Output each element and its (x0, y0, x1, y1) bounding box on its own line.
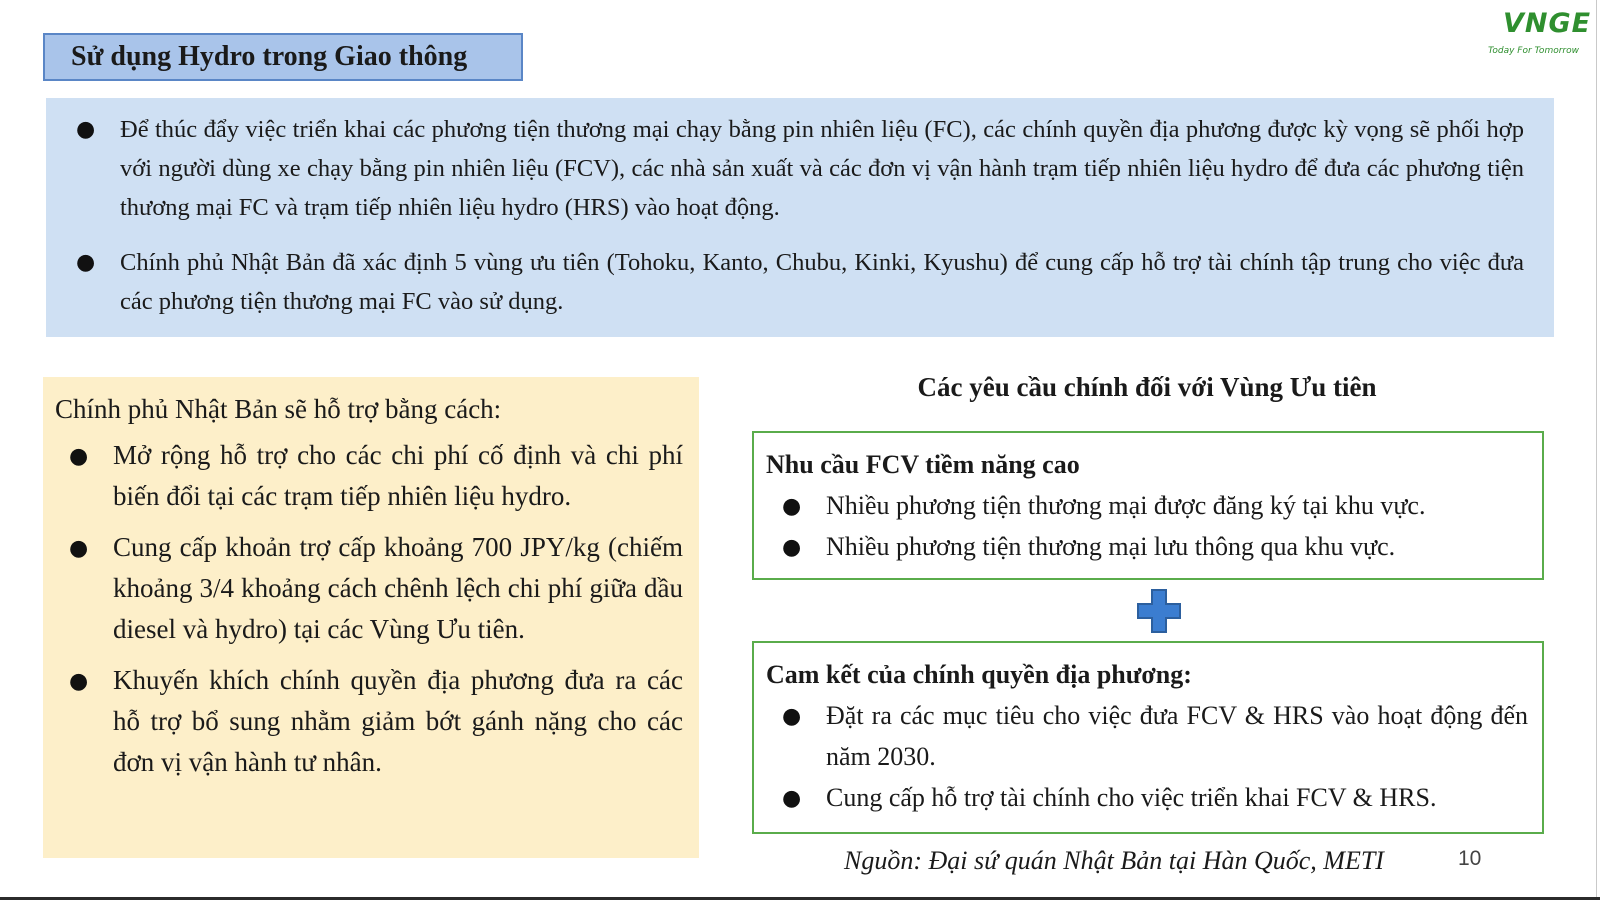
support-intro: Chính phủ Nhật Bản sẽ hỗ trợ bằng cách: (55, 394, 502, 424)
list-item (766, 485, 1530, 526)
logo-wordmark: VNGE (1503, 8, 1592, 39)
local-commitment-bullet-text: Đặt ra các mục tiêu cho việc đưa FCV & HRS vào hoạt động đến năm 2030. (826, 701, 1528, 771)
list-item (46, 110, 1524, 227)
support-list (55, 435, 685, 783)
fcv-demand-bullet-text: Nhiều phương tiện thương mại lưu thông qua khu vực. (826, 532, 1396, 561)
list-item (766, 777, 1530, 818)
source-citation: Nguồn: Đại sứ quán Nhật Bản tại Hàn Quốc, METI (844, 846, 1384, 875)
right-edge-rule (1596, 0, 1597, 900)
intro-panel (46, 98, 1554, 337)
intro-bullet-text: Để thúc đẩy việc triển khai các phương tiện thương mại chạy bằng pin nhiên liệu (FC), các chính quyền địa phương được kỳ vọng sẽ phối hợp với người dùng xe chạy bằng pin nhiên liệu (FCV), các nhà sản xuất và các đơn vị vận hành trạm tiếp nhiên liệu hydro để đưa các phương tiện thương mại FC và trạm tiếp nhiên liệu hydro (HRS) vào hoạt động. (120, 116, 1524, 221)
local-commitment-list (766, 695, 1530, 818)
page-number: 10 (1458, 847, 1482, 870)
list-item (55, 435, 685, 517)
support-bullet-text: Mở rộng hỗ trợ cho các chi phí cố định và chi phí biến đổi tại các trạm tiếp nhiên liệu hydro. (113, 440, 683, 511)
support-panel (43, 377, 699, 858)
bullet-icon: ● (782, 704, 802, 729)
bullet-icon: ● (782, 494, 802, 519)
intro-list (46, 98, 1554, 321)
list-item (46, 243, 1524, 321)
local-commitment-title: Cam kết của chính quyền địa phương: (766, 660, 1192, 689)
local-commitment-bullet-text: Cung cấp hỗ trợ tài chính cho việc triển khai FCV & HRS. (826, 783, 1437, 812)
logo-tagline: Today For Tomorrow (1488, 46, 1579, 56)
fcv-demand-box (752, 431, 1544, 580)
list-item (766, 526, 1530, 567)
bullet-icon: ● (69, 444, 89, 469)
fcv-demand-title: Nhu cầu FCV tiềm năng cao (766, 450, 1080, 479)
requirements-heading: Các yêu cầu chính đối với Vùng Ưu tiên (917, 372, 1377, 402)
fcv-demand-bullet-text: Nhiều phương tiện thương mại được đăng ký tại khu vực. (826, 491, 1426, 520)
slide-title-text: Sử dụng Hydro trong Giao thông (71, 41, 468, 72)
local-commitment-box (752, 641, 1544, 834)
bullet-icon: ● (69, 536, 89, 561)
list-item (55, 527, 685, 650)
bullet-icon: ● (782, 535, 802, 560)
bullet-icon: ● (76, 250, 96, 275)
bullet-icon: ● (76, 117, 96, 142)
intro-bullet-text: Chính phủ Nhật Bản đã xác định 5 vùng ưu tiên (Tohoku, Kanto, Chubu, Kinki, Kyushu) để cung cấp hỗ trợ tài chính tập trung cho việc đưa các phương tiện thương mại FC vào sử dụng. (120, 249, 1524, 315)
vnge-logo (1470, 6, 1600, 66)
support-bullet-text: Cung cấp khoản trợ cấp khoảng 700 JPY/kg (chiếm khoảng 3/4 khoảng cách chênh lệch chi phí giữa dầu diesel và hydro) tại các Vùng Ưu tiên. (113, 532, 683, 644)
fcv-demand-list (766, 485, 1530, 567)
bullet-icon: ● (782, 786, 802, 811)
list-item (55, 660, 685, 783)
support-bullet-text: Khuyến khích chính quyền địa phương đưa ra các hỗ trợ bổ sung nhằm giảm bớt gánh nặng cho các đơn vị vận hành tư nhân. (113, 665, 683, 777)
slide-title (43, 33, 523, 81)
plus-icon (1134, 586, 1184, 636)
list-item (766, 695, 1530, 777)
bullet-icon: ● (69, 669, 89, 694)
